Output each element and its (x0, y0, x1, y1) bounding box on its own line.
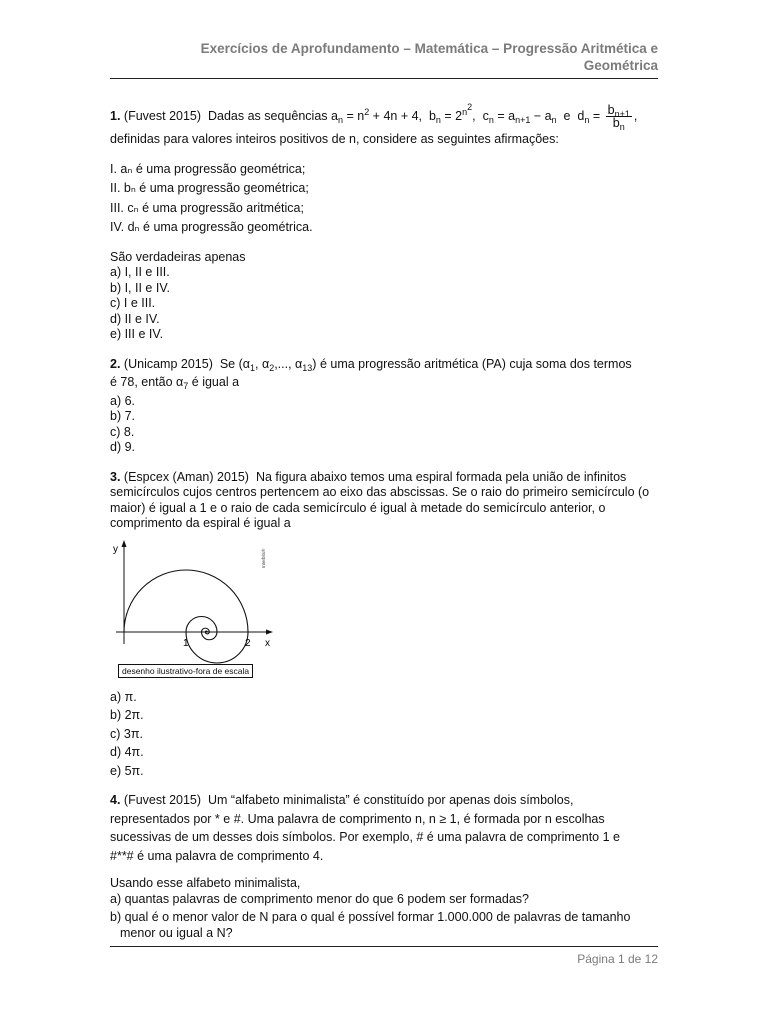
answer-option: a) π. (110, 689, 137, 704)
question-3 (110, 470, 662, 780)
answer-option: b) I, II e IV. (110, 280, 170, 295)
statement-i: I. aₙ é uma progressão geométrica; (110, 161, 306, 176)
page-header (110, 40, 658, 74)
header-divider (110, 78, 658, 79)
question-number: 4. (110, 793, 121, 807)
tick-label-1: 1 (183, 637, 189, 649)
question-4-line3: sucessivas de um desses dois símbolos. Por exemplo, # é uma palavra de comprimento 1 e (110, 830, 620, 844)
statement-ii: II. bₙ é uma progressão geométrica; (110, 181, 309, 195)
question-source: (Espcex (Aman) 2015) (123, 469, 249, 484)
y-axis-arrow (122, 540, 127, 547)
y-axis-label: y (113, 543, 118, 555)
tick-label-2: 2 (245, 637, 251, 649)
x-axis-arrow (266, 629, 273, 634)
header-title-line2: Geométrica (583, 58, 658, 73)
answer-option: e) III e IV. (110, 327, 164, 341)
question-4-prompt: Usando esse alfabeto minimalista, (110, 876, 301, 890)
question-1-condition: definidas para valores inteiros positivos de n, considere as seguintes afirmações: (110, 132, 559, 146)
page-number: Página 1 de 12 (577, 952, 658, 966)
question-4 (110, 793, 662, 941)
question-number: 3. (110, 469, 121, 484)
question-4-line4: #**# é uma palavra de comprimento 4. (110, 848, 324, 863)
question-2-stem (110, 357, 662, 373)
answer-option: b) 2π. (110, 708, 144, 722)
question-source: (Fuvest 2015) (123, 793, 202, 807)
question-4-line2: representados por * e #. Uma palavra de comprimento n, n ≥ 1, é formada por n escolhas (110, 811, 605, 826)
formula-sequence: ($\alpha_1$, $\alpha_2$,..., $\alpha_{13}$) (238, 356, 317, 373)
semicircle-3 (186, 616, 217, 631)
question-1 (110, 100, 662, 343)
question-text: Na figura abaixo temos uma espiral formada pela união de infinitos semicírculos cujos centros pertencem ao eixo das abscissas. Se o raio do primeiro semicírculo (o maior) é igual a 1 e o raio de cada semicírculo é igual à metade do semicírculo anterior, o comprimento da espiral é igual a (110, 469, 650, 530)
formula-sequences: $a_n = n^2 + 4n + 4$, $b_n = 2^{n^2}$, $c_n = a_{n+1} - a_n$ e $d_n$ = $\frac{b_{n+1}}{b_n}$ , (331, 102, 638, 132)
question-4-item-b-cont: menor ou igual a N? (120, 925, 233, 940)
question-text: é igual a (191, 375, 240, 389)
question-number: 1. (110, 109, 121, 123)
question-source: (Unicamp 2015) (123, 356, 213, 371)
answer-option: a) I, II e III. (110, 265, 170, 279)
question-3-stem (110, 470, 662, 532)
question-1-prompt: São verdadeiras apenas (110, 249, 246, 264)
answer-option: d) 4π. (110, 745, 144, 759)
statement-iii: III. cₙ é uma progressão aritmética; (110, 200, 304, 215)
answer-option: d) II e IV. (110, 311, 160, 326)
formula-term: $\alpha_7$ (176, 375, 189, 391)
question-source: (Fuvest 2015) (123, 109, 202, 123)
semicircle-2 (186, 632, 248, 663)
figure-caption: desenho ilustrativo-fora de escala (118, 664, 253, 678)
question-2-line2 (110, 375, 662, 391)
question-4-item-b: b) qual é o menor valor de N para o qual é possível formar 1.000.000 de palavras de tamanho (110, 910, 631, 924)
question-text: é 78, então (110, 375, 173, 389)
question-2 (110, 357, 662, 456)
question-text: Um “alfabeto minimalista” é constituído por apenas dois símbolos, (208, 793, 574, 807)
statement-iv: IV. dₙ é uma progressão geométrica. (110, 220, 313, 234)
spiral-figure (110, 538, 280, 688)
question-1-stem (110, 100, 662, 132)
x-axis-label: x (265, 637, 270, 649)
question-4-item-a: a) quantas palavras de comprimento menor do que 6 podem ser formadas? (110, 891, 529, 906)
question-intro: Dadas as sequências (208, 109, 328, 123)
question-number: 2. (110, 356, 121, 371)
footer-divider (110, 946, 658, 947)
page-content (110, 100, 662, 941)
answer-option: e) 5π. (110, 763, 144, 778)
answer-option: d) 9. (110, 440, 136, 454)
answer-option: a) 6. (110, 393, 136, 408)
answer-option: c) I e III. (110, 296, 156, 310)
question-text: Se (219, 356, 236, 371)
watermark-note: Interbits® (261, 548, 266, 568)
question-4-line1 (110, 793, 662, 809)
question-text: é uma progressão aritmética (PA) cuja soma dos termos (319, 356, 632, 371)
answer-option: c) 3π. (110, 726, 143, 741)
answer-option: b) 7. (110, 409, 136, 423)
semicircle-1 (124, 570, 248, 632)
answer-option: c) 8. (110, 424, 135, 439)
header-title-line1: Exercícios de Aprofundamento – Matemática – Progressão Aritmética e (200, 41, 658, 56)
